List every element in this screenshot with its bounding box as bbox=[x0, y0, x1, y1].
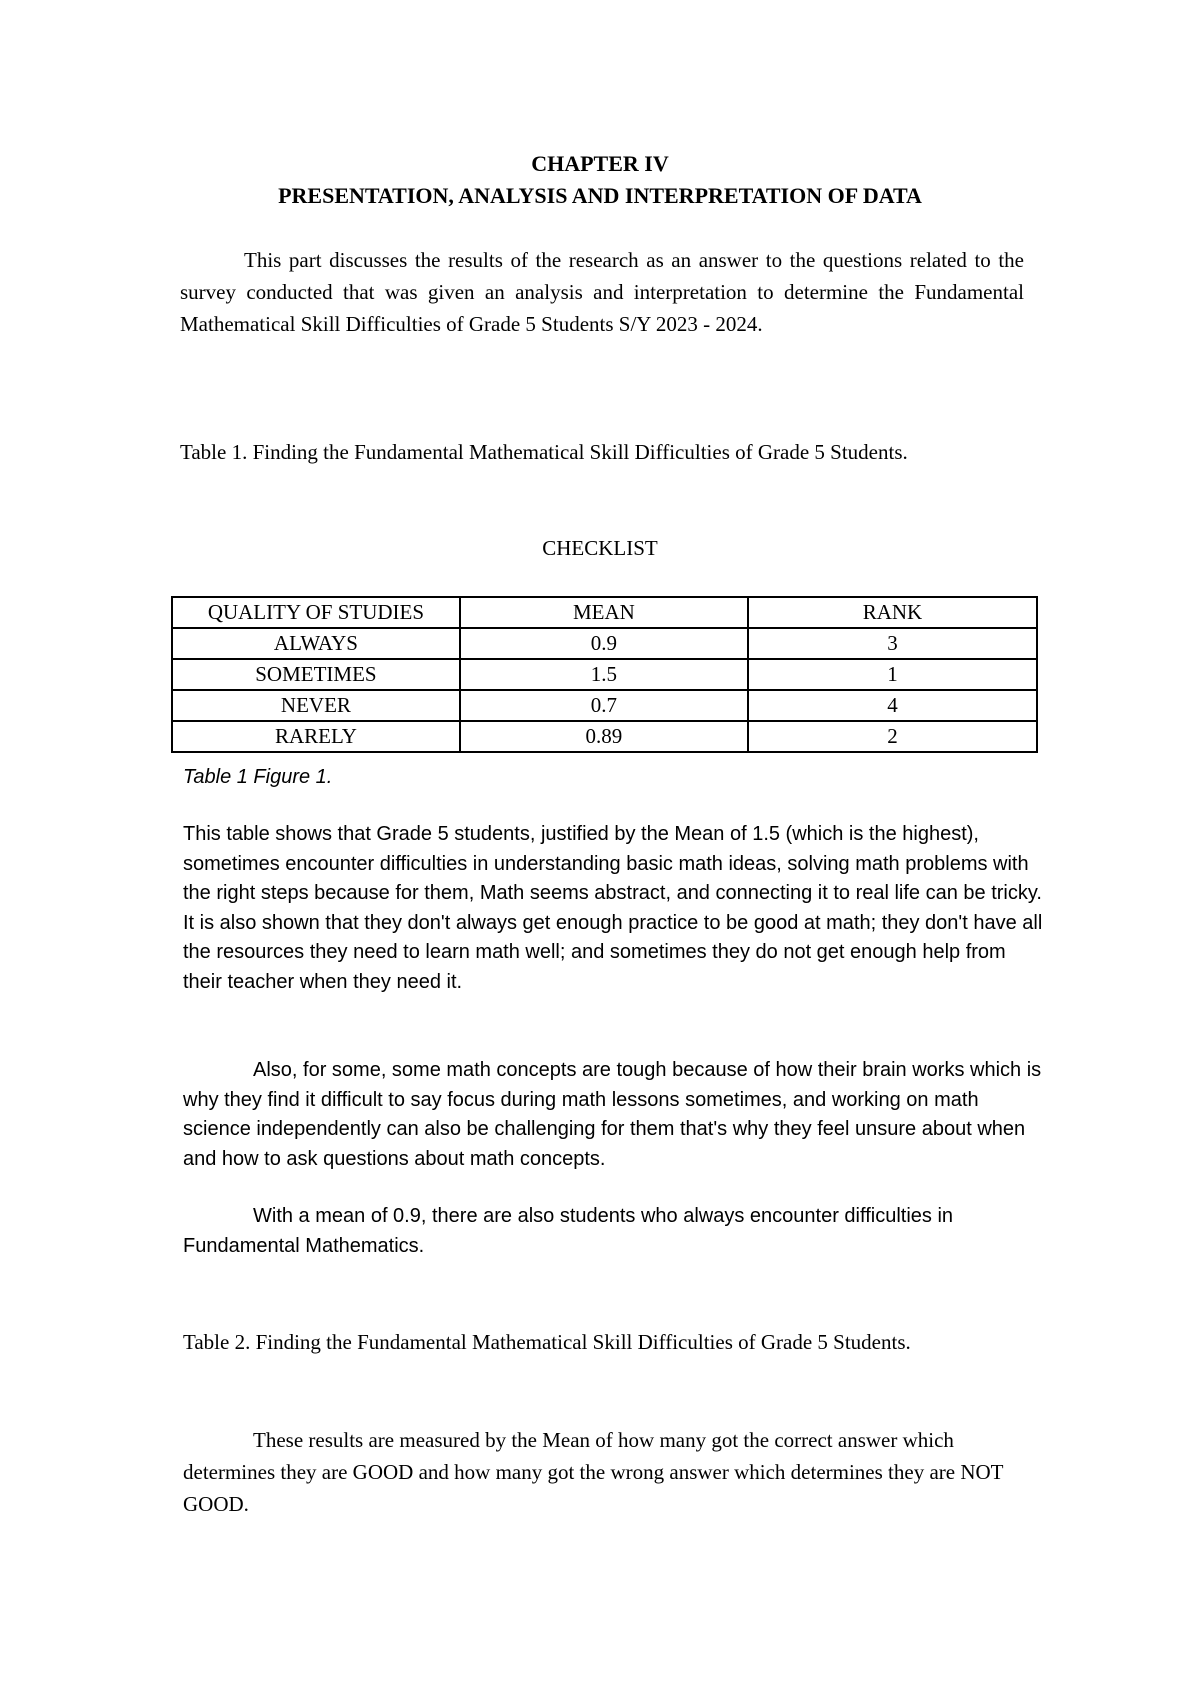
table-cell: 1 bbox=[748, 659, 1037, 690]
table-cell: 0.9 bbox=[460, 628, 748, 659]
table-row bbox=[172, 721, 1037, 752]
table-cell: RARELY bbox=[172, 721, 460, 752]
column-header: QUALITY OF STUDIES bbox=[172, 597, 460, 628]
table-cell: 0.89 bbox=[460, 721, 748, 752]
analysis-paragraph-1: This table shows that Grade 5 students, justified by the Mean of 1.5 (which is the highest), sometimes encounter difficulties in understanding basic math ideas, solving math problems with the right steps because for them, Math seems abstract, and connecting it to real life can be tricky. It is also shown that they don't always get enough practice to be good at math; they don't have all the resources they need to learn math well; and sometimes they do not get enough help from their teacher when they need it. bbox=[183, 823, 1043, 993]
table-cell: NEVER bbox=[172, 690, 460, 721]
checklist-heading: CHECKLIST bbox=[542, 536, 658, 560]
intro-paragraph bbox=[180, 244, 1024, 340]
column-header: MEAN bbox=[460, 597, 748, 628]
analysis-paragraph-3 bbox=[183, 1202, 1043, 1261]
chapter-title: CHAPTER IV bbox=[531, 151, 669, 176]
table-row bbox=[172, 659, 1037, 690]
analysis-paragraph-2 bbox=[183, 1056, 1043, 1174]
table1-caption: Table 1. Finding the Fundamental Mathematical Skill Difficulties of Grade 5 Students. bbox=[180, 440, 908, 464]
table-cell: 1.5 bbox=[460, 659, 748, 690]
table-cell: 2 bbox=[748, 721, 1037, 752]
table-cell: SOMETIMES bbox=[172, 659, 460, 690]
paragraph-text: These results are measured by the Mean of how many got the correct answer which determines they are GOOD and how many got the wrong answer which determines they are NOT GOOD. bbox=[183, 1428, 1004, 1516]
table-header-row bbox=[172, 597, 1037, 628]
checklist-table bbox=[171, 596, 1038, 753]
table-cell: ALWAYS bbox=[172, 628, 460, 659]
chapter-subtitle: PRESENTATION, ANALYSIS AND INTERPRETATION OF DATA bbox=[278, 183, 922, 208]
column-header: RANK bbox=[748, 597, 1037, 628]
table-cell: 0.7 bbox=[460, 690, 748, 721]
table2-description bbox=[183, 1424, 1043, 1520]
intro-text: This part discusses the results of the research as an answer to the questions related to the survey conducted that was given an analysis and interpretation to determine the Fundamental Mathematical Skill Difficulties of Grade 5 Students S/Y 2023 - 2024. bbox=[180, 248, 1024, 336]
table2-caption: Table 2. Finding the Fundamental Mathematical Skill Difficulties of Grade 5 Students. bbox=[183, 1330, 911, 1354]
table-row bbox=[172, 690, 1037, 721]
figure-label: Table 1 Figure 1. bbox=[183, 766, 333, 788]
table-row bbox=[172, 628, 1037, 659]
paragraph-text: With a mean of 0.9, there are also students who always encounter difficulties in Fundamental Mathematics. bbox=[183, 1205, 954, 1257]
table-cell: 4 bbox=[748, 690, 1037, 721]
table-cell: 3 bbox=[748, 628, 1037, 659]
paragraph-text: Also, for some, some math concepts are tough because of how their brain works which is why they find it difficult to say focus during math lessons sometimes, and working on math science independently can also be challenging for them that's why they feel unsure about when and how to ask questions about math concepts. bbox=[183, 1059, 1042, 1170]
